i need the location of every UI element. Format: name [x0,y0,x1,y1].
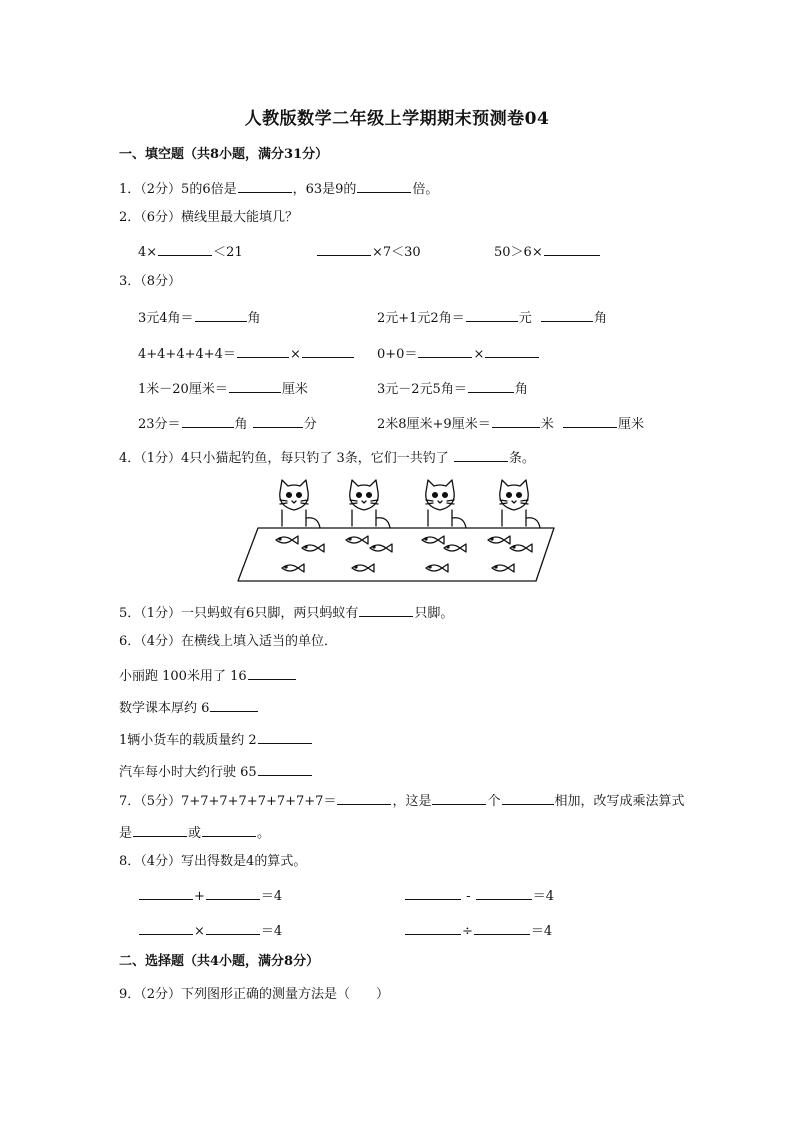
answer-blank[interactable] [158,241,212,256]
cat-icon [500,480,540,528]
answer-blank[interactable] [544,241,600,256]
question-8-item-3: × ＝4 [138,920,282,941]
page-title: 人教版数学二年级上学期期末预测卷04 [244,109,550,129]
answer-blank[interactable] [359,602,413,617]
question-6-item-4: 汽车每小时大约行驶 65 [119,761,313,782]
question-3-heading: 3．（8分） [119,274,182,289]
question-2-item-1: 4× ＜21 [138,241,243,262]
question-9: 9．（2分）下列图形正确的测量方法是（ ） [119,987,390,1002]
answer-blank[interactable] [468,378,514,393]
answer-blank[interactable] [418,343,472,358]
fish-icon [282,564,304,572]
answer-blank[interactable] [195,307,247,322]
question-7-line-1: 7．（5分）7+7+7+7+7+7+7+7＝ ，这是 个 相加，改写成乘法算式 [119,790,685,811]
question-5: 5．（1分）一只蚂蚁有6只脚，两只蚂蚁有 只脚。 [119,602,453,623]
question-4: 4．（1分）4只小猫起钓鱼，每只钓了 3条，它们一共钓了 条。 [119,447,535,468]
question-3-row-2-right: 0+0＝ × [377,343,540,364]
answer-blank[interactable] [302,343,354,358]
answer-blank[interactable] [229,378,281,393]
section-multiple-choice-heading: 二、选择题（共4小题，满分8分） [119,954,320,969]
fish-icon [510,544,532,552]
fish-icon [370,544,392,552]
question-8-heading: 8．（4分）写出得数是4的算式。 [119,854,307,869]
question-6-item-1: 小丽跑 100米用了 16 [119,665,297,686]
answer-blank[interactable] [541,307,593,322]
answer-blank[interactable] [139,920,193,935]
answer-blank[interactable] [405,885,461,900]
fish-icon [492,564,514,572]
answer-blank[interactable] [238,178,292,193]
section-fill-blank-heading: 一、填空题（共8小题，满分31分） [119,147,329,162]
answer-blank[interactable] [237,343,289,358]
question-2-heading: 2．（6分）横线里最大能填几？ [119,210,299,225]
answer-blank[interactable] [466,307,518,322]
fish-icon [302,544,324,552]
cats-fishing-illustration [236,476,556,586]
question-8-item-1: + ＝4 [138,885,282,906]
fish-icon [276,536,298,544]
answer-blank[interactable] [357,178,411,193]
question-6-heading: 6．（4分）在横线上填入适当的单位． [119,634,338,649]
question-3-row-3-left: 1米－20厘米＝ 厘米 [138,378,308,399]
question-7-line-2: 是 或 。 [119,822,270,843]
question-6-item-2: 数学课本厚约 6 [119,697,259,718]
question-3-row-3-right: 3元－2元5角＝ 角 [377,378,528,399]
fish-icon [488,536,510,544]
answer-blank[interactable] [432,790,486,805]
question-8-item-4: ÷ ＝4 [404,920,552,941]
question-6-item-3: 1辆小货车的载质量约 2 [119,729,313,750]
question-3-row-1-left: 3元4角＝ 角 [138,307,261,328]
answer-blank[interactable] [210,697,258,712]
cat-icon [280,480,320,528]
answer-blank[interactable] [337,790,391,805]
answer-blank[interactable] [502,790,554,805]
question-3-row-2-left: 4+4+4+4+4＝ × [138,343,355,364]
cat-icon [350,480,390,528]
fish-icon [444,544,466,552]
answer-blank[interactable] [139,885,193,900]
question-8-item-2: - ＝4 [404,885,554,906]
question-3-row-1-right: 2元+1元2角＝ 元 角 [377,307,607,328]
question-2-item-3: 50＞6× [494,241,601,262]
answer-blank[interactable] [182,413,234,428]
question-3-row-4-left: 23分＝ 角 分 [138,413,317,434]
answer-blank[interactable] [476,885,532,900]
answer-blank[interactable] [454,447,508,462]
answer-blank[interactable] [317,241,371,256]
answer-blank[interactable] [474,920,530,935]
answer-blank[interactable] [405,920,461,935]
answer-blank[interactable] [133,822,187,837]
question-2-item-2: ×7＜30 [316,241,421,262]
answer-blank[interactable] [202,822,256,837]
answer-blank[interactable] [206,920,260,935]
fish-icon [352,564,374,572]
fish-icon [426,564,448,572]
answer-blank[interactable] [563,413,617,428]
question-1: 1．（2分）5的6倍是 ，63是9的 倍。 [119,178,438,199]
answer-blank[interactable] [253,413,303,428]
answer-blank[interactable] [206,885,260,900]
answer-blank[interactable] [248,665,296,680]
fish-icon [346,536,368,544]
question-3-row-4-right: 2米8厘米+9厘米＝ 米 厘米 [377,413,644,434]
answer-blank[interactable] [258,761,312,776]
answer-blank[interactable] [258,729,312,744]
answer-blank[interactable] [485,343,539,358]
board-shape [238,528,554,581]
answer-blank[interactable] [492,413,540,428]
fish-icon [422,536,444,544]
cat-icon [426,480,466,528]
